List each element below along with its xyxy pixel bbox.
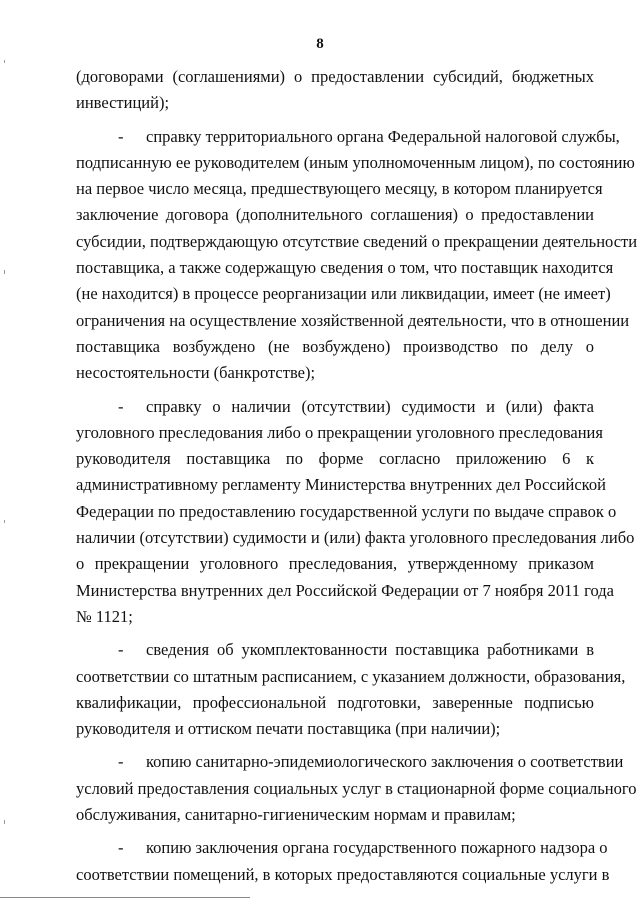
text-line: квалификации, профессиональной подготовки, заверенные подписью	[76, 692, 594, 712]
paragraph	[76, 64, 594, 117]
text-line: - справку территориального органа Федеральной налоговой службы,	[76, 124, 594, 150]
text-line: уголовного преследования либо о прекращении уголовного преследования	[76, 422, 603, 442]
text-line: - сведения об укомплектованности поставщика работниками в	[76, 637, 594, 663]
scan-artifact	[4, 60, 5, 63]
paragraph	[76, 749, 637, 828]
text-line: (не находится) в процессе реорганизации или ликвидации, имеет (не имеет)	[76, 284, 611, 304]
text-line: несостоятельности (банкротстве);	[76, 363, 316, 383]
scan-artifact	[4, 820, 5, 824]
text-line: поставщика, а также содержащую сведения о том, что поставщик находится	[76, 258, 614, 278]
list-dash: -	[118, 640, 124, 660]
text-line: - копию заключения органа государственного пожарного надзора о	[76, 835, 594, 861]
text-line: руководителя поставщика по форме согласно приложению 6 к	[76, 449, 594, 469]
text-line: подписанную ее руководителем (иным уполномоченным лицом), по состоянию	[76, 152, 635, 172]
text-line: обслуживания, санитарно-гигиеническим нормам и правилам;	[76, 805, 516, 825]
text-line: соответствии помещений, в которых предоставляются социальные услуги в	[76, 864, 610, 884]
paragraph	[76, 394, 635, 631]
text-line: заключение договора (дополнительного соглашения) о предоставлении	[76, 205, 594, 225]
document-body	[76, 64, 638, 888]
text-line: Федерации по предоставлению государственной услуги по выдаче справок о	[76, 501, 617, 521]
text-line: на первое число месяца, предшествующего месяцу, в котором планируется	[76, 179, 603, 199]
text-line: инвестиций);	[76, 93, 170, 113]
text-line: Министерства внутренних дел Российской Федерации от 7 ноября 2011 года	[76, 580, 614, 600]
page-number: 8	[316, 36, 324, 52]
paragraph	[76, 835, 610, 888]
list-dash: -	[118, 752, 124, 772]
paragraph	[76, 637, 626, 742]
list-dash: -	[118, 838, 124, 858]
text-line: соответствии со штатным расписанием, с указанием должности, образования,	[76, 666, 626, 686]
text-line: наличии (отсутствии) судимости и (или) факта уголовного преследования либо	[76, 528, 635, 548]
paragraph	[76, 124, 638, 387]
text-line: - копию санитарно-эпидемиологического заключения о соответствии	[76, 749, 594, 775]
list-dash: -	[118, 126, 124, 146]
text-line: (договорами (соглашениями) о предоставлении субсидий, бюджетных	[76, 67, 594, 86]
scan-artifact	[4, 270, 5, 274]
text-line: ограничения на осуществление хозяйственной деятельности, что в отношении	[76, 310, 630, 330]
text-line: № 1121;	[76, 606, 133, 626]
text-line: условий предоставления социальных услуг в стационарной форме социального	[76, 778, 637, 798]
scan-artifact	[4, 520, 5, 523]
text-line: субсидии, подтверждающую отсутствие сведений о прекращении деятельности	[76, 231, 638, 251]
text-line: административному регламенту Министерства внутренних дел Российской	[76, 475, 606, 495]
text-line: - справку о наличии (отсутствии) судимости и (или) факта	[76, 394, 594, 420]
list-dash: -	[118, 396, 124, 416]
scan-artifact	[0, 897, 250, 898]
text-line: руководителя и оттиском печати поставщика (при наличии);	[76, 719, 501, 739]
text-line: поставщика возбуждено (не возбуждено) производство по делу о	[76, 336, 594, 356]
text-line: о прекращении уголовного преследования, утвержденному приказом	[76, 554, 594, 574]
